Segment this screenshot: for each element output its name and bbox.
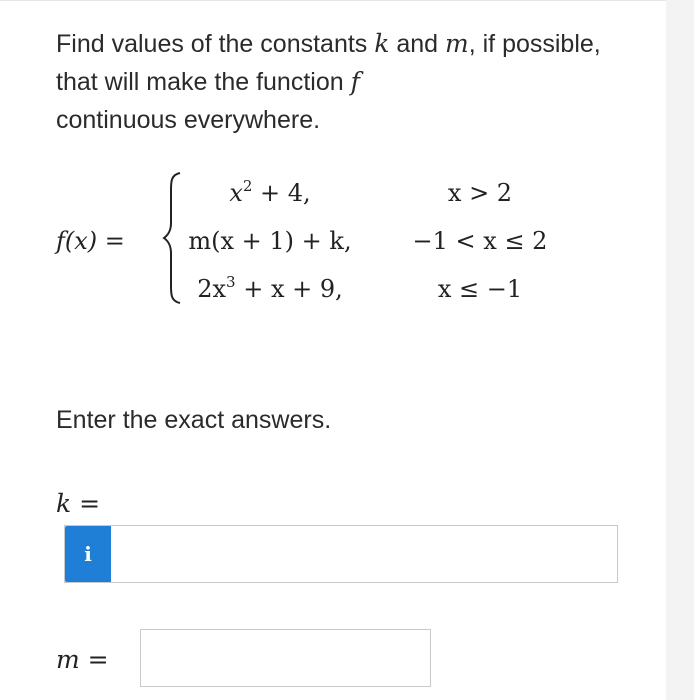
info-icon[interactable]: i — [65, 526, 111, 582]
m-answer-field — [140, 629, 431, 687]
var-f: f — [350, 67, 360, 96]
piece3-exponent: 3 — [226, 273, 236, 291]
piece1-exponent: 2 — [242, 177, 253, 195]
piece2-condition — [380, 227, 580, 255]
intro-text-2: , if possible, that will make the function — [56, 30, 601, 96]
piece1-condition-text: x > 2 — [447, 179, 513, 207]
intro-text-and: and — [389, 30, 446, 58]
k-label: k = — [56, 489, 101, 518]
question-text — [56, 25, 616, 139]
k-answer-field — [64, 525, 618, 583]
piece3-base: 2x — [197, 275, 227, 303]
instruction-text: Enter the exact answers. — [56, 406, 332, 434]
piece2-condition-text: −1 < x ≤ 2 — [412, 227, 548, 255]
piece1-condition — [380, 179, 580, 207]
intro-text-3: continuous everywhere. — [56, 106, 321, 134]
piece1-base: x — [229, 179, 243, 207]
function-lhs — [56, 227, 125, 255]
intro-text-1: Find values of the constants — [56, 30, 375, 58]
piece2-text: m(x + 1) + k, — [188, 227, 352, 255]
k-input[interactable] — [111, 526, 617, 582]
piece1-expression — [170, 179, 370, 207]
function-lhs-text: f(x) = — [56, 227, 125, 255]
piece2-expression — [170, 227, 370, 255]
piece1-rest: + 4, — [252, 179, 311, 207]
piece3-condition-text: x ≤ −1 — [437, 275, 523, 303]
var-k: k — [374, 29, 390, 58]
piece3-condition — [380, 275, 580, 303]
piece3-expression — [170, 275, 370, 303]
m-label: m = — [56, 645, 109, 674]
m-input[interactable] — [141, 630, 430, 686]
piece3-rest: + x + 9, — [235, 275, 343, 303]
var-m: m — [445, 29, 469, 58]
